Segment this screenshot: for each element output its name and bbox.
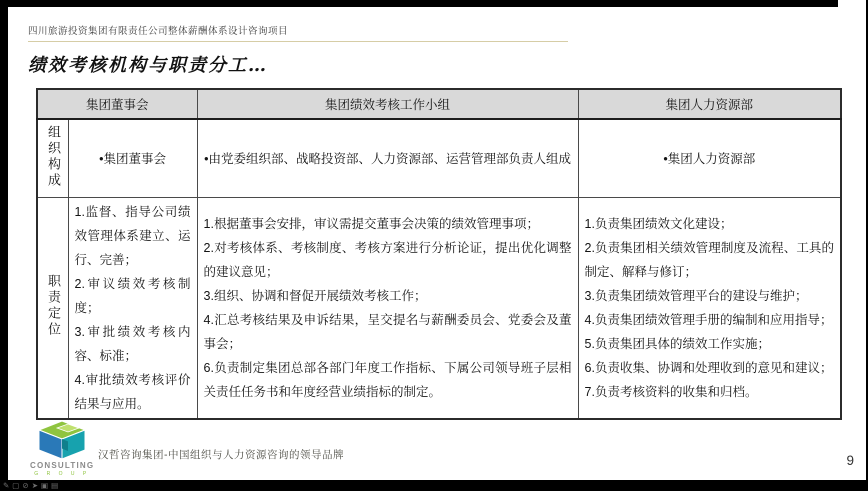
viewer-bottom-bar bbox=[0, 480, 868, 491]
row-label-duties: 职责定位 bbox=[37, 197, 68, 419]
slide-page bbox=[8, 7, 866, 480]
header-divider bbox=[28, 41, 568, 42]
col-header-hr: 集团人力资源部 bbox=[578, 89, 841, 119]
table-header-row bbox=[37, 89, 841, 119]
duty-cell-hr: 1.负责集团绩效文化建设； 2.负责集团相关绩效管理制度及流程、工具的制定、解释与修订； 3.负责集团绩效管理平台的建设与维护； 4.负责集团绩效管理手册的编制和应用指导； 5.负责集团具体的绩效工作实施； 6.负责收集、协调和处理收到的意见和建议； 7.负责考核资料的收集和归档。 bbox=[578, 197, 841, 419]
logo-subtext: G R O U P bbox=[34, 471, 90, 477]
responsibility-table bbox=[36, 88, 842, 420]
duties-row bbox=[37, 197, 841, 419]
project-header: 四川旅游投资集团有限责任公司整体薪酬体系设计咨询项目 bbox=[28, 26, 289, 37]
presentation-toolbar[interactable]: ✎ ▢ ⊘ ➤ ▣ ▤ bbox=[3, 481, 59, 490]
duty-cell-workgroup: 1.根据董事会安排，审议需提交董事会决策的绩效管理事项； 2.对考核体系、考核制度、考核方案进行分析论证，提出优化调整的建议意见； 3.组织、协调和督促开展绩效考核工作； 4.汇总考核结果及申诉结果，呈交提名与薪酬委员会、党委会及董事会； 6.负责制定集团总部各部门年度工作指标、下属公司领导班子层相关责任任务书和年度经营业绩指标的制定。 bbox=[197, 197, 578, 419]
composition-cell-hr: •集团人力资源部 bbox=[578, 119, 841, 197]
composition-cell-board: •集团董事会 bbox=[68, 119, 197, 197]
composition-row bbox=[37, 119, 841, 197]
composition-cell-workgroup: •由党委组织部、战略投资部、人力资源部、运营管理部负责人组成 bbox=[197, 119, 578, 197]
viewer-top-notch bbox=[838, 0, 866, 7]
page-title: 绩效考核机构与职责分工… bbox=[28, 55, 268, 76]
logo-text: CONSULTING bbox=[30, 461, 95, 470]
row-label-composition: 组织构成 bbox=[37, 119, 68, 197]
col-header-board: 集团董事会 bbox=[37, 89, 197, 119]
logo-cube-icon bbox=[35, 420, 89, 460]
duty-cell-board: 1.监督、指导公司绩效管理体系建立、运行、完善； 2.审议绩效考核制度； 3.审批绩效考核内容、标准； 4.审批绩效考核评价结果与应用。 bbox=[68, 197, 197, 419]
col-header-workgroup: 集团绩效考核工作小组 bbox=[197, 89, 578, 119]
company-logo bbox=[30, 420, 94, 477]
page-number: 9 bbox=[846, 453, 854, 468]
footer-tagline: 汉哲咨询集团-中国组织与人力资源咨询的领导品牌 bbox=[98, 449, 344, 461]
